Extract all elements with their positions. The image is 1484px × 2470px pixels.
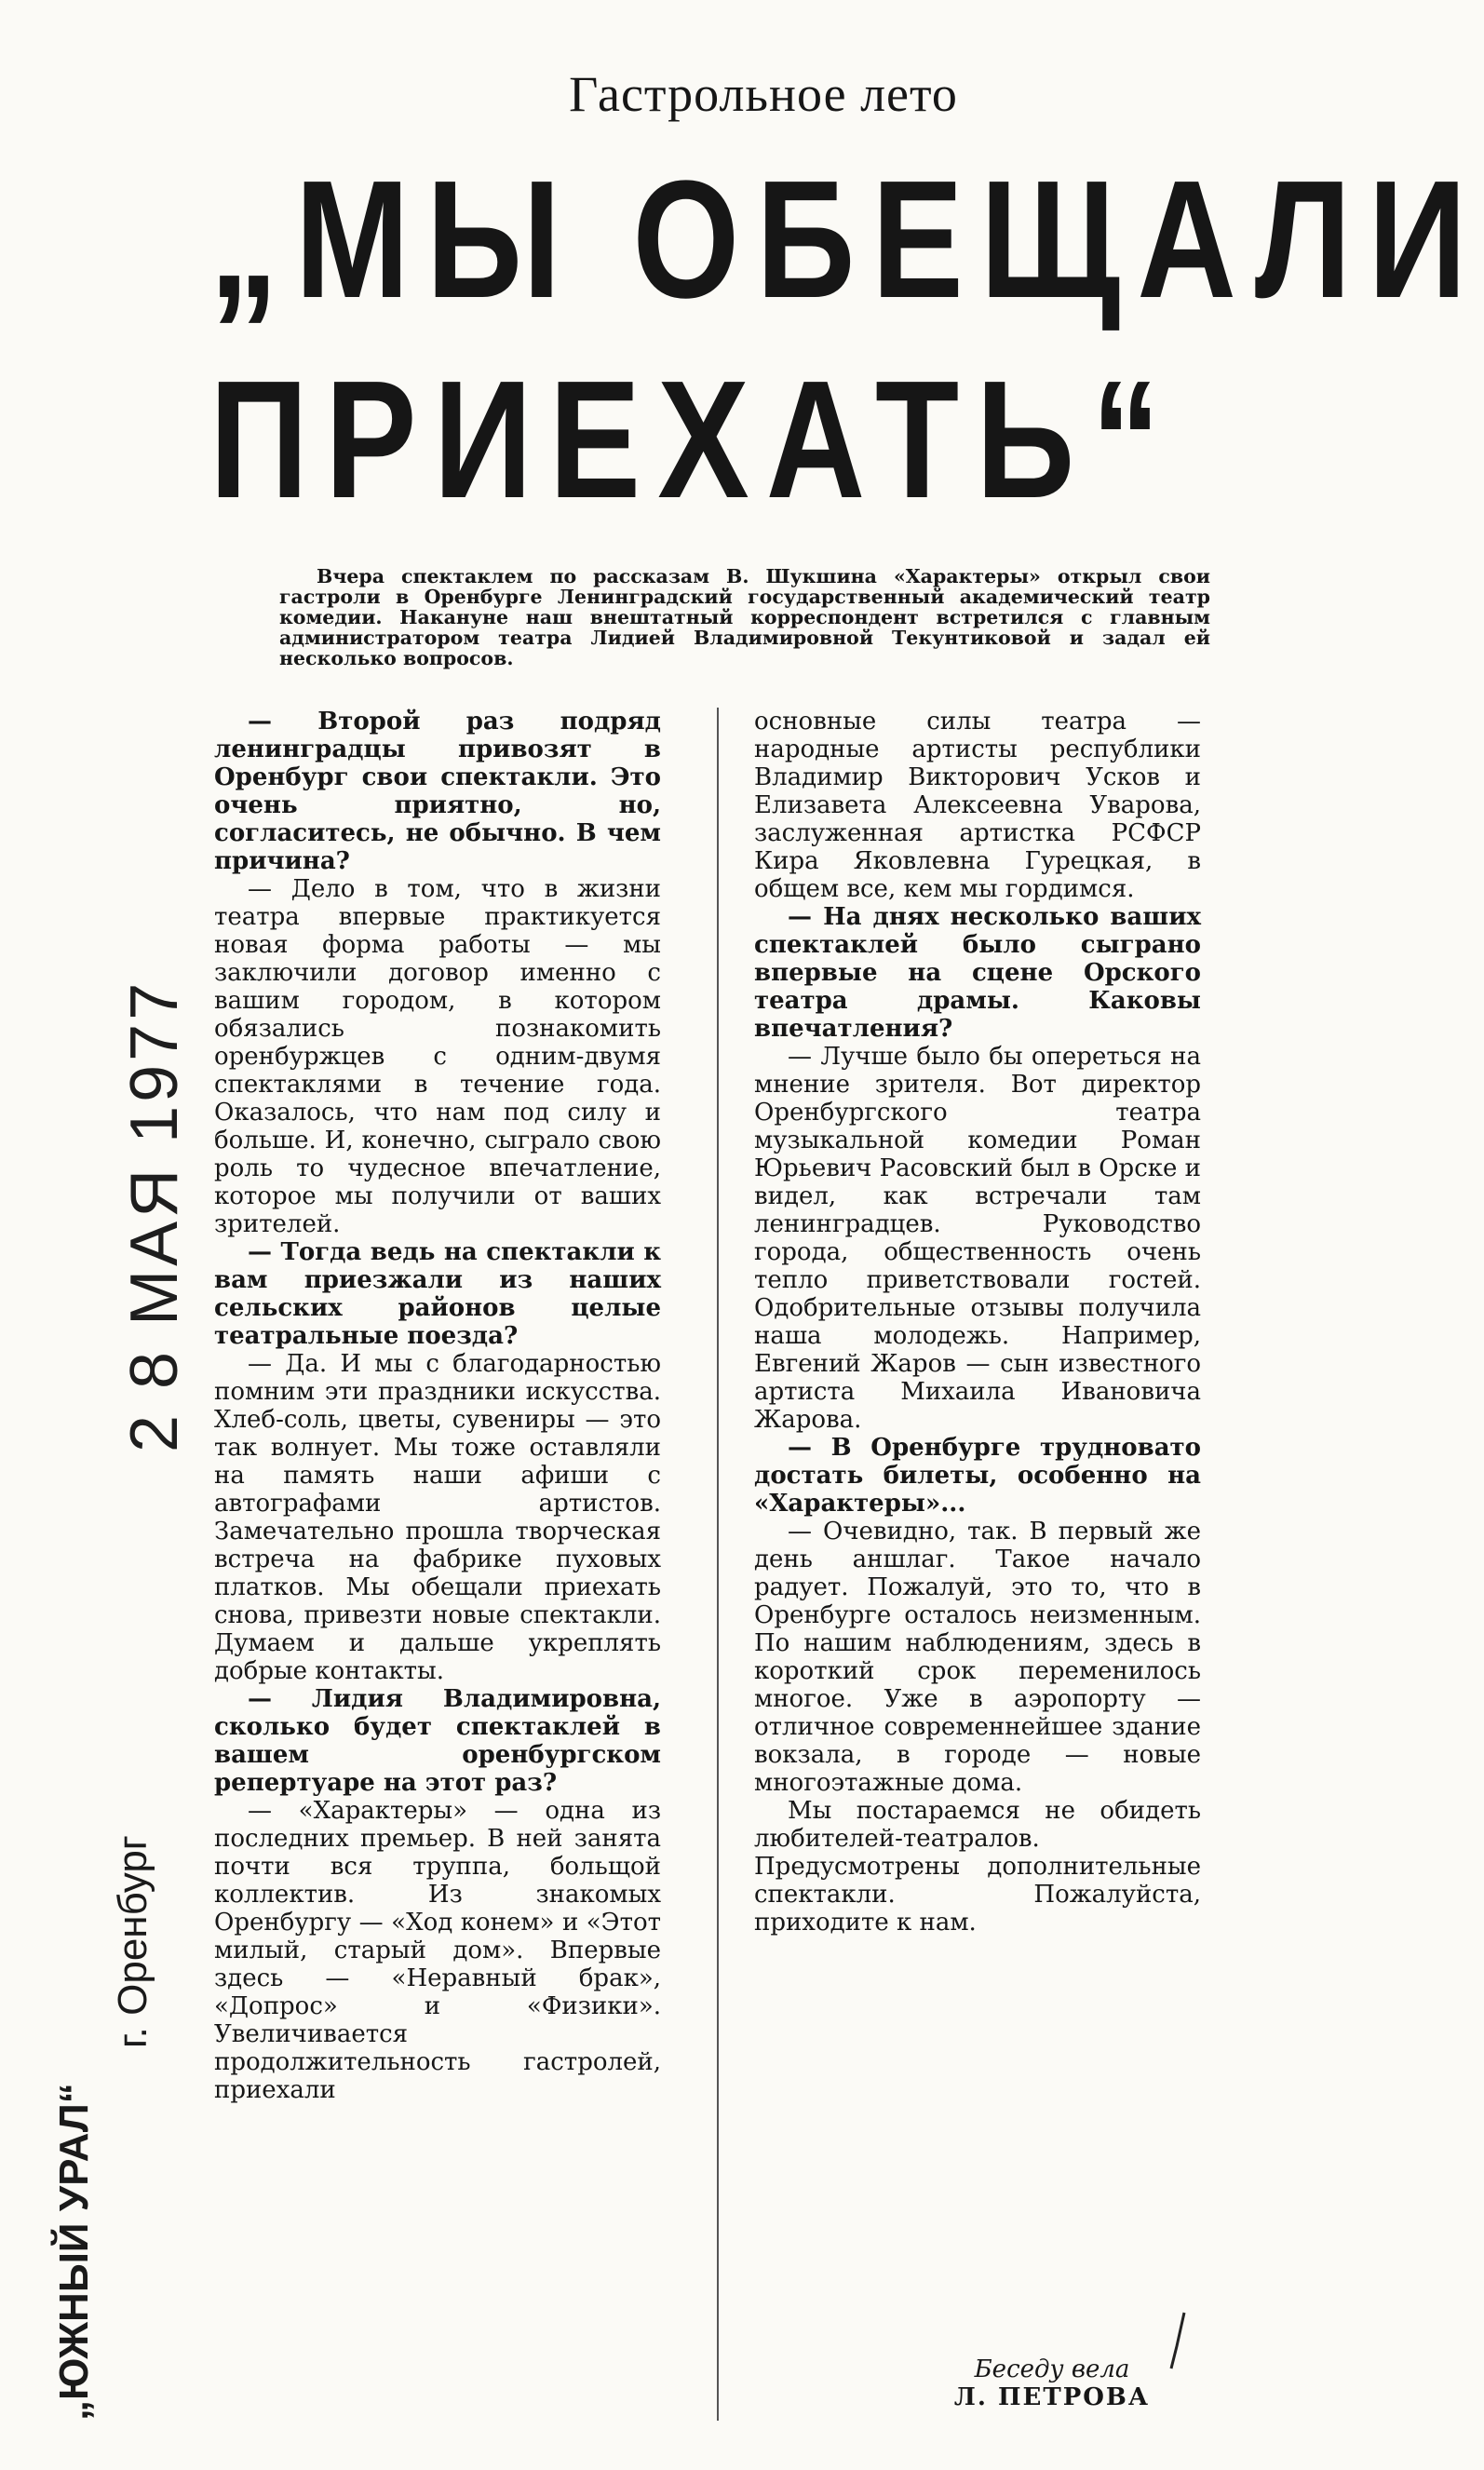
question-paragraph: — Второй раз подряд ленинградцы привозят в Оренбург свои спектакли. Это очень приятно, но, согласитесь, не обычно. В чем причина? [214, 708, 661, 875]
headline [209, 140, 1484, 540]
answer-paragraph: — «Характеры» — одна из последних премьер. В ней занята почти вся труппа, больщой коллектив. Из знакомых Оренбургу — «Ход конем» и «Этот милый, старый дом». Впервые здесь — «Неравный брак», «Допрос» и «Физики». Увеличивается продолжительность гастролей, приехали [214, 1797, 661, 2104]
date-stamp: 2 8 МАЯ 1977 [117, 979, 192, 1452]
headline-line-2: ПРИЕХАТЬ“ [209, 346, 1178, 533]
question-paragraph: — В Оренбурге трудновато достать билеты, особенно на «Характеры»... [754, 1434, 1201, 1518]
signoff-name: Л. ПЕТРОВА [953, 2383, 1151, 2411]
pen-mark-icon [1164, 2309, 1192, 2374]
question-paragraph: — Лидия Владимировна, сколько будет спектаклей в вашем оренбургском репертуаре на этот раз? [214, 1685, 661, 1797]
answer-paragraph: — Да. И мы с благодарностью помним эти праздники искусства. Хлеб-соль, цветы, сувениры — это так волнует. Мы тоже оставляли на память наши афиши с автографами артистов. Замечательно прошла творческая встреча на фабрике пуховых платков. Мы обещали приехать снова, привезти новые спектакли. Думаем и дальше укреплять добрые контакты. [214, 1350, 661, 1685]
source-city: г. Оренбург [110, 1835, 155, 2048]
left-column [214, 708, 661, 2104]
question-paragraph: — На днях несколько ваших спектаклей было сыграно впервые на сцене Орского театра драмы. Каковы впечатления? [754, 903, 1201, 1043]
question-paragraph: — Тогда ведь на спектакли к вам приезжали из наших сельских районов целые театральные поезда? [214, 1238, 661, 1350]
right-column [754, 708, 1201, 1937]
column-divider [717, 708, 719, 2421]
answer-paragraph: — Лучше было бы опереться на мнение зрителя. Вот директор Оренбургского театра музыкальной комедии Роман Юрьевич Расовский был в Орске и видел, как встречали там ленинградцев. Руководство города, общественность очень тепло приветствовали гостей. Одобрительные отзывы получила наша молодежь. Например, Евгений Жаров — сын известного артиста Михаила Ивановича Жарова. [754, 1043, 1201, 1434]
headline-line-1: „МЫ ОБЕЩАЛИ [209, 146, 1484, 333]
lead-paragraph: Вчера спектаклем по рассказам В. Шукшина «Характеры» открыл свои гастроли в Оренбурге Ленинградский государственный академический театр комедии. Накануне наш внештатный корреспондент встретился с главным администратором театра Лидией Владимировной Текунтиковой и задал ей несколько вопросов. [279, 565, 1210, 669]
answer-paragraph: — Дело в том, что в жизни театра впервые практикуется новая форма работы — мы заключили договор именно с вашим городом, в котором обязались познакомить оренбуржцев с одним-двумя спектаклями в течение года. Оказалось, что нам под силу и больше. И, конечно, сыграло свою роль то чудесное впечатление, которое мы получили от ваших зрителей. [214, 875, 661, 1238]
signoff-label: Беседу вела [974, 2355, 1130, 2383]
continued-paragraph: основные силы театра — народные артисты республики Владимир Викторович Усков и Елизавета Алексеевна Уварова, заслуженная артистка РСФСР Кира Яковлевна Гурецкая, в общем все, кем мы гордимся. [754, 708, 1201, 903]
signoff [931, 2355, 1173, 2411]
source-newspaper: „ЮЖНЫЙ УРАЛ“ [51, 2083, 97, 2421]
page-rubric: Гастрольное лето [569, 66, 958, 122]
closing-paragraph: Мы постараемся не обидеть любителей-театралов. Предусмотрены дополнительные спектакли. Пожалуйста, приходите к нам. [754, 1797, 1201, 1937]
answer-paragraph: — Очевидно, так. В первый же день аншлаг. Такое начало радует. Пожалуй, это то, что в Оренбурге осталось неизменным. По нашим наблюдениям, здесь в короткий срок переменилось многое. Уже в аэропорту — отличное современнейшее здание вокзала, в городе — новые многоэтажные дома. [754, 1518, 1201, 1797]
